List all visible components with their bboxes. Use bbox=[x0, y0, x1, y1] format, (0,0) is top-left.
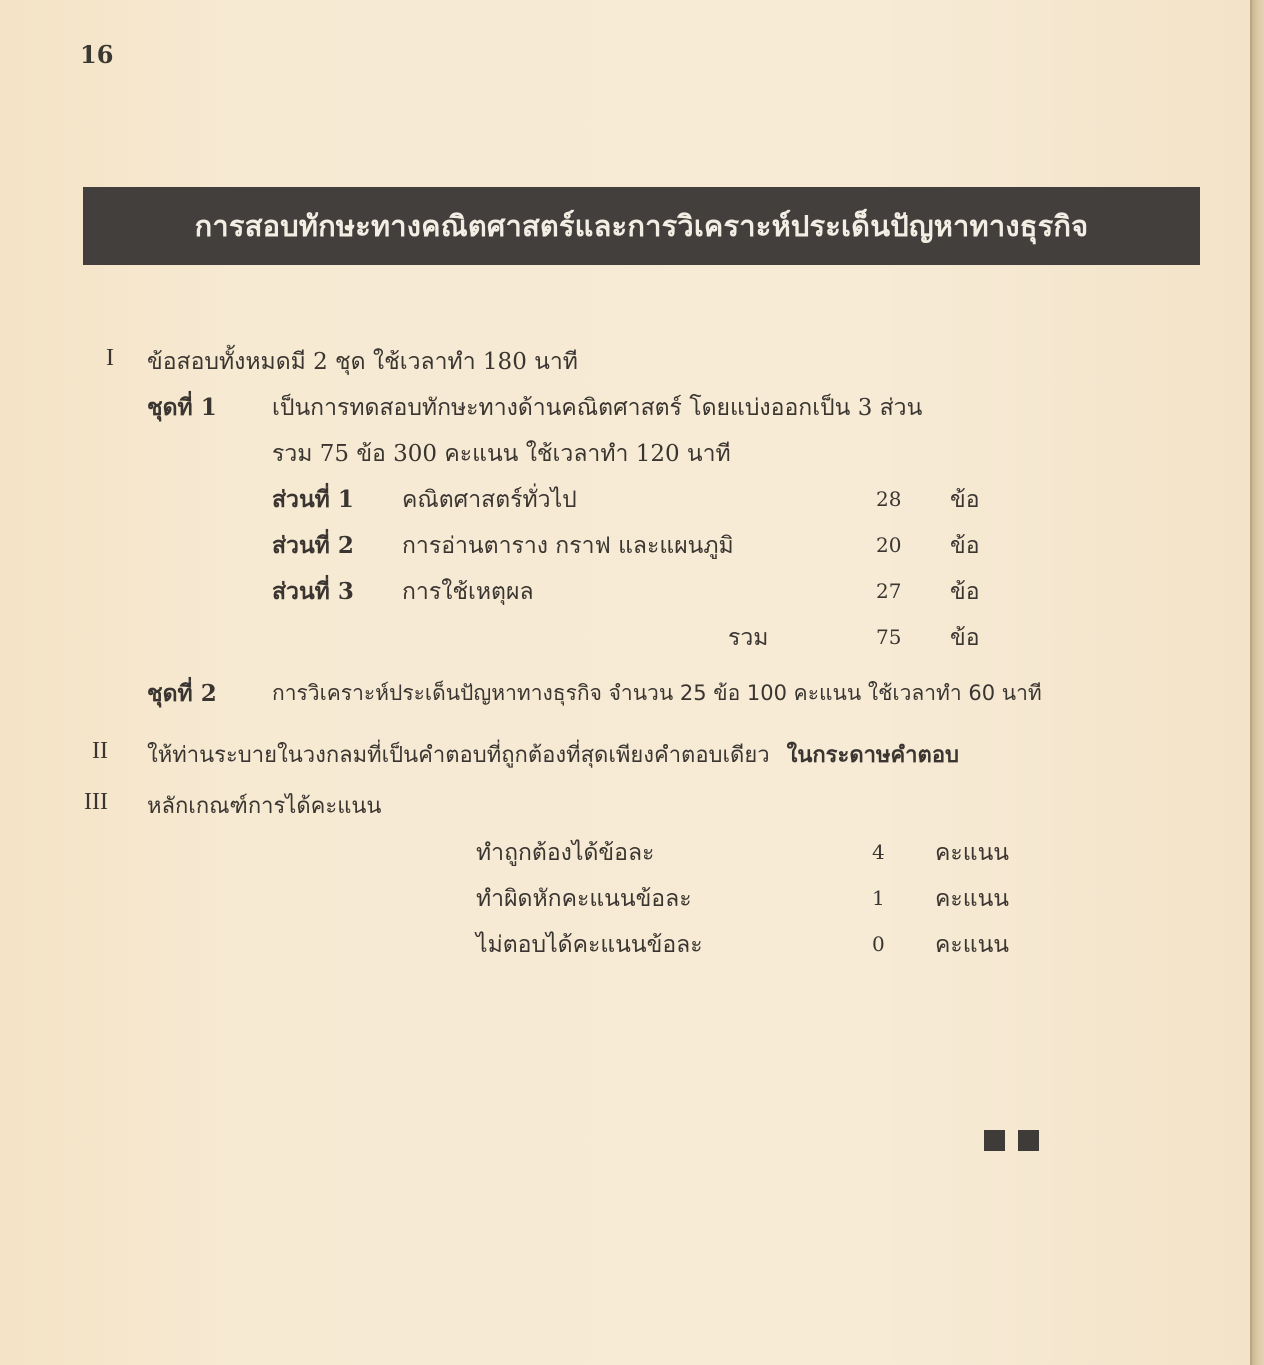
page-number: 16 bbox=[80, 40, 114, 69]
part-count: 27 bbox=[876, 579, 902, 603]
part-count: 20 bbox=[876, 533, 902, 557]
set-1-description: เป็นการทดสอบทักษะทางด้านคณิตศาสตร์ โดยแบ่งออกเป็น 3 ส่วน bbox=[272, 395, 923, 421]
part-label: ส่วนที่ 2 bbox=[272, 532, 354, 559]
section-1-numeral: I bbox=[106, 345, 114, 371]
section-2-numeral: II bbox=[92, 738, 108, 764]
part-name: การใช้เหตุผล bbox=[402, 579, 534, 605]
section-2-instruction: ให้ท่านระบายในวงกลมที่เป็นคำตอบที่ถูกต้องที่สุดเพียงคำตอบเดียว bbox=[147, 743, 770, 768]
part-label: ส่วนที่ 1 bbox=[272, 486, 354, 513]
rule-value: 1 bbox=[872, 886, 885, 910]
part-unit: ข้อ bbox=[950, 487, 980, 513]
rule-unit: คะแนน bbox=[935, 886, 1010, 912]
set-1-summary: รวม 75 ข้อ 300 คะแนน ใช้เวลาทำ 120 นาที bbox=[272, 441, 731, 467]
part-count: 28 bbox=[876, 487, 902, 511]
part-unit: ข้อ bbox=[950, 579, 980, 605]
section-1-text: ข้อสอบทั้งหมดมี 2 ชุด ใช้เวลาทำ 180 นาที bbox=[147, 349, 578, 375]
end-square-icon bbox=[984, 1130, 1005, 1151]
section-2-text bbox=[147, 737, 959, 772]
part-unit: ข้อ bbox=[950, 533, 980, 559]
total-label: รวม bbox=[728, 625, 769, 651]
set-2-label: ชุดที่ 2 bbox=[147, 680, 217, 707]
rule-unit: คะแนน bbox=[935, 932, 1010, 958]
page-title: การสอบทักษะทางคณิตศาสตร์และการวิเคราะห์ประเด็นปัญหาทางธุรกิจ bbox=[194, 209, 1089, 243]
part-label: ส่วนที่ 3 bbox=[272, 578, 354, 605]
rule-label: ทำถูกต้องได้ข้อละ bbox=[476, 840, 655, 866]
section-2-emphasis: ในกระดาษคำตอบ bbox=[786, 743, 959, 768]
book-spine bbox=[1250, 0, 1264, 1365]
rule-unit: คะแนน bbox=[935, 840, 1010, 866]
total-unit: ข้อ bbox=[950, 625, 980, 651]
rule-label: ไม่ตอบได้คะแนนข้อละ bbox=[476, 932, 703, 958]
title-banner bbox=[83, 187, 1200, 265]
end-square-icon bbox=[1018, 1130, 1039, 1151]
set-1-label: ชุดที่ 1 bbox=[147, 394, 217, 421]
total-count: 75 bbox=[876, 625, 902, 649]
section-3-numeral: III bbox=[84, 789, 108, 815]
rule-value: 4 bbox=[872, 840, 885, 864]
part-name: การอ่านตาราง กราฟ และแผนภูมิ bbox=[402, 533, 734, 559]
part-name: คณิตศาสตร์ทั่วไป bbox=[402, 487, 577, 513]
set-2-description: การวิเคราะห์ประเด็นปัญหาทางธุรกิจ จำนวน 25 ข้อ 100 คะแนน ใช้เวลาทำ 60 นาที bbox=[272, 681, 1042, 705]
rule-value: 0 bbox=[872, 932, 885, 956]
rule-label: ทำผิดหักคะแนนข้อละ bbox=[476, 886, 692, 912]
section-3-text: หลักเกณฑ์การได้คะแนน bbox=[147, 794, 382, 819]
